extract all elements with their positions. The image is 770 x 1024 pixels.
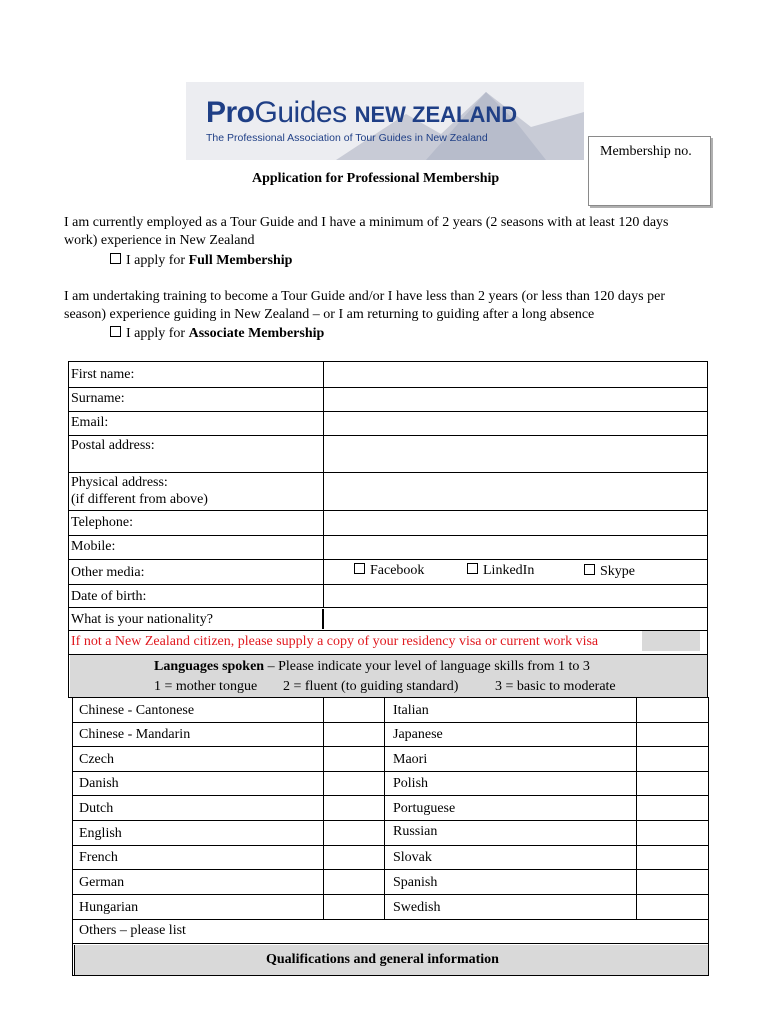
full-membership-option[interactable] (110, 253, 292, 269)
other-languages-field[interactable] (240, 920, 707, 942)
logo-brand-bold: Pro (206, 96, 255, 129)
membership-number-label: Membership no. (600, 144, 692, 159)
logo-tagline: The Professional Association of Tour Guides in New Zealand (206, 132, 488, 144)
right-language-level-cells[interactable] (638, 698, 707, 918)
residency-shaded-box (642, 631, 700, 651)
language-left: Chinese - Mandarin (79, 727, 191, 742)
language-right: Spanish (393, 875, 438, 890)
language-right: Portuguese (393, 801, 456, 816)
language-left: German (79, 875, 125, 890)
physical-address-field[interactable] (325, 473, 706, 509)
left-language-level-cells[interactable] (325, 698, 383, 918)
first-name-label: First name: (71, 367, 135, 382)
language-right: Swedish (393, 900, 441, 915)
full-membership-checkbox[interactable] (110, 253, 121, 264)
proguides-logo (186, 82, 584, 160)
postal-address-label: Postal address: (71, 438, 155, 453)
language-left: Dutch (79, 801, 114, 816)
date-of-birth-field[interactable] (325, 585, 706, 606)
qualifications-heading: Qualifications and general information (266, 952, 499, 967)
mobile-field[interactable] (325, 536, 706, 558)
facebook-option[interactable] (354, 563, 424, 579)
languages-heading-bold: Languages spoken (154, 659, 265, 674)
language-left: Hungarian (79, 900, 139, 915)
scale-mother-tongue: 1 = mother tongue (154, 679, 258, 694)
mobile-label: Mobile: (71, 539, 116, 554)
postal-address-field[interactable] (325, 436, 706, 471)
full-apply-bold: Full Membership (188, 253, 293, 268)
language-left: Czech (79, 752, 114, 767)
telephone-label: Telephone: (71, 515, 133, 530)
language-right: Maori (393, 752, 428, 767)
linkedin-option[interactable] (467, 563, 534, 579)
linkedin-checkbox[interactable] (467, 563, 478, 574)
telephone-field[interactable] (325, 511, 706, 534)
skype-label: Skype (600, 564, 635, 579)
nationality-field[interactable] (325, 608, 706, 629)
language-left: Chinese - Cantonese (79, 703, 195, 718)
email-field[interactable] (325, 412, 706, 434)
language-left: Danish (79, 776, 119, 791)
surname-label: Surname: (71, 391, 125, 406)
logo-brand-region: NEW ZEALAND (354, 102, 518, 127)
associate-apply-prefix: I apply for (126, 326, 186, 341)
scale-basic: 3 = basic to moderate (495, 679, 616, 694)
language-right: Polish (393, 776, 429, 791)
skype-option[interactable] (584, 564, 635, 580)
facebook-checkbox[interactable] (354, 563, 365, 574)
physical-address-note: (if different from above) (71, 492, 208, 507)
membership-number-box[interactable] (588, 136, 711, 206)
logo-brand-light: Guides (254, 96, 347, 129)
physical-address-label: Physical address: (71, 475, 168, 490)
associate-apply-bold: Associate Membership (188, 326, 325, 341)
other-media-label: Other media: (71, 565, 145, 580)
full-membership-description: I am currently employed as a Tour Guide and I have a minimum of 2 years (2 seasons with at least 120 days work) experience in New Zealand (64, 215, 669, 248)
page-title: Application for Professional Membership (252, 171, 500, 186)
associate-membership-description: I am undertaking training to become a Tour Guide and/or I have less than 2 years (or less than 120 days per season) experience guiding in New Zealand – or I am returning to guiding after a long absence (64, 289, 665, 322)
full-apply-prefix: I apply for (126, 253, 186, 268)
language-left: English (79, 826, 122, 841)
email-label: Email: (71, 415, 109, 430)
languages-heading-rest: – Please indicate your level of language skills from 1 to 3 (267, 659, 590, 674)
associate-membership-checkbox[interactable] (110, 326, 121, 337)
facebook-label: Facebook (370, 563, 425, 578)
languages-heading (154, 659, 590, 675)
language-right: Slovak (393, 850, 432, 865)
nationality-label: What is your nationality? (71, 612, 213, 627)
other-languages-label: Others – please list (79, 923, 186, 938)
date-of-birth-label: Date of birth: (71, 589, 147, 604)
surname-field[interactable] (325, 388, 706, 410)
language-right: Italian (393, 703, 429, 718)
linkedin-label: LinkedIn (483, 563, 535, 578)
language-right: Japanese (393, 727, 443, 742)
language-right: Russian (393, 824, 438, 839)
language-left: French (79, 850, 118, 865)
scale-fluent: 2 = fluent (to guiding standard) (283, 679, 459, 694)
skype-checkbox[interactable] (584, 564, 595, 575)
first-name-field[interactable] (325, 362, 706, 386)
residency-note: If not a New Zealand citizen, please supply a copy of your residency visa or current work visa (71, 634, 599, 649)
associate-membership-option[interactable] (110, 326, 324, 342)
